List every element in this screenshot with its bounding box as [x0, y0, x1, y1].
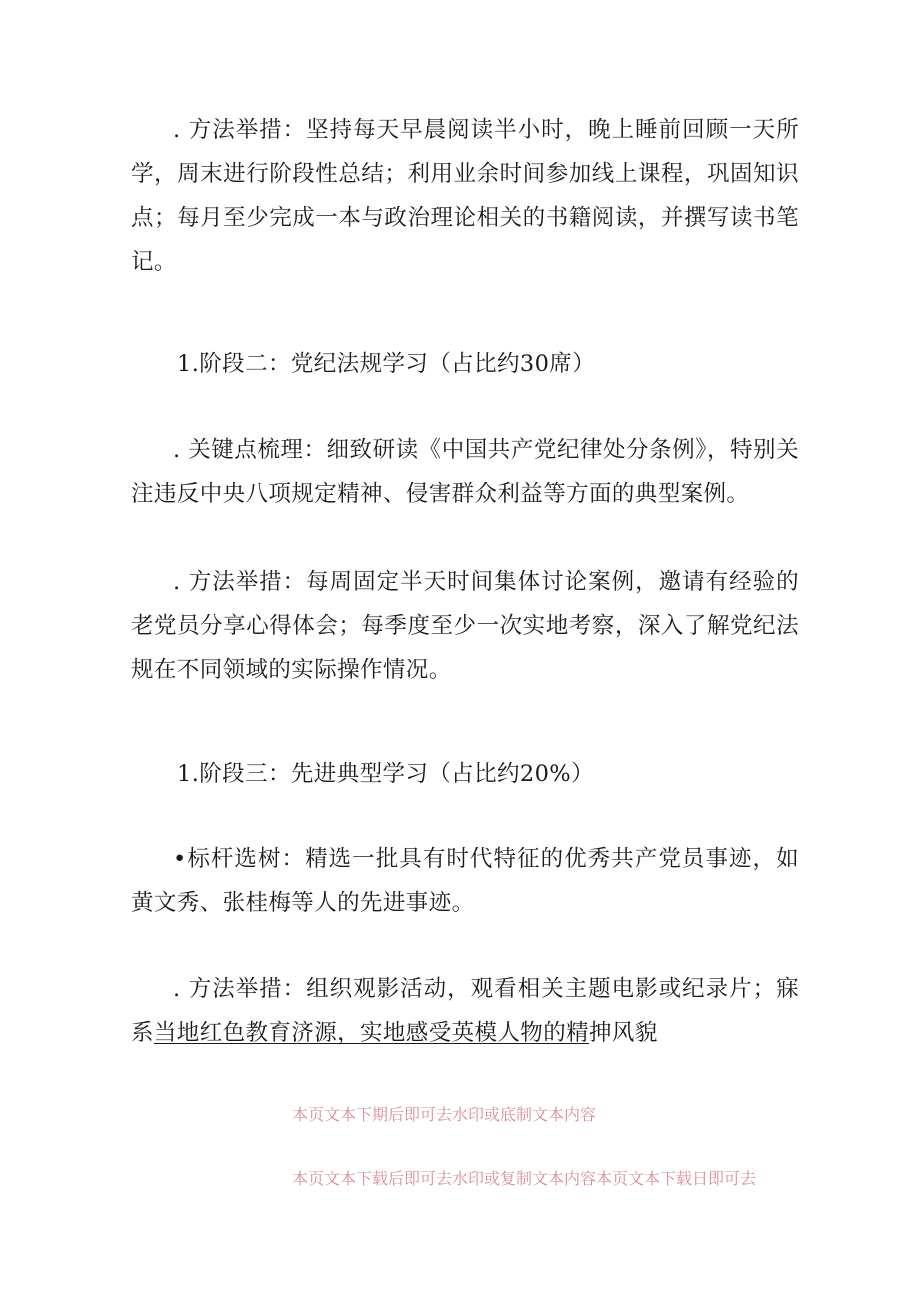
paragraph-text: . 关键点梳理：细致研读《中国共产党纪律处分条例》，特别 — [173, 437, 777, 463]
stage-two-heading: 1.阶段二：党纪法规学习（占比约30席） — [177, 351, 596, 377]
paragraph-text: 黄文秀、张桂梅等人的先进事迹。 — [131, 890, 475, 916]
underlined-text: 当地红色教育济源，实地感受英模人物的精 — [153, 1020, 590, 1046]
paragraph-text: •标杆选树：精选一批具有时代特征的优秀共产党员事迹，如 — [173, 846, 799, 872]
paragraph-key-points — [131, 428, 799, 516]
paragraph-text: . 方法举措：坚持每天早晨阅读半小时，晚上睡前回顾一天所 — [173, 117, 799, 143]
paragraph-text: 抻风貌 — [589, 1020, 658, 1046]
paragraph-text: 学，周末进行阶段性总结；利用业余时间参加线上课程，巩固知识点；每月至少完成一本与政治理论相关的书籍阅读，并撰写读书笔记。 — [131, 161, 799, 275]
paragraph-benchmark — [131, 837, 799, 925]
paragraph-method-study — [131, 108, 799, 284]
paragraph-text: . 方法举措：每周固定半天时间集体讨论案例，邀请有经验的 — [173, 569, 799, 595]
paragraph-text: 系 — [131, 1020, 154, 1046]
watermark-line-1: 本页文本下期后即可去水印或底制文本内容 — [292, 1105, 597, 1124]
paragraph-text: . 方法举措：组织观影活动，观看相关主题电影或纪录片；寐 — [173, 976, 799, 1002]
paragraph-method-film — [131, 967, 799, 1055]
stage-three-heading: 1.阶段三：先进典型学习（占比约20%） — [177, 761, 594, 787]
watermark-line-2: 本页文本下载后即可去水印或复制文本内容本页文本下载日即可去 — [292, 1169, 757, 1188]
paragraph-text: 关注违反中央八项规定精神、侵害群众利益等方面的典型案例。 — [131, 437, 799, 507]
paragraph-text: 老党员分享心得体会；每季度至少一次实地考察，深入了解党纪法规在不同领域的实际操作情况。 — [131, 613, 799, 683]
paragraph-method-discussion — [131, 560, 799, 692]
